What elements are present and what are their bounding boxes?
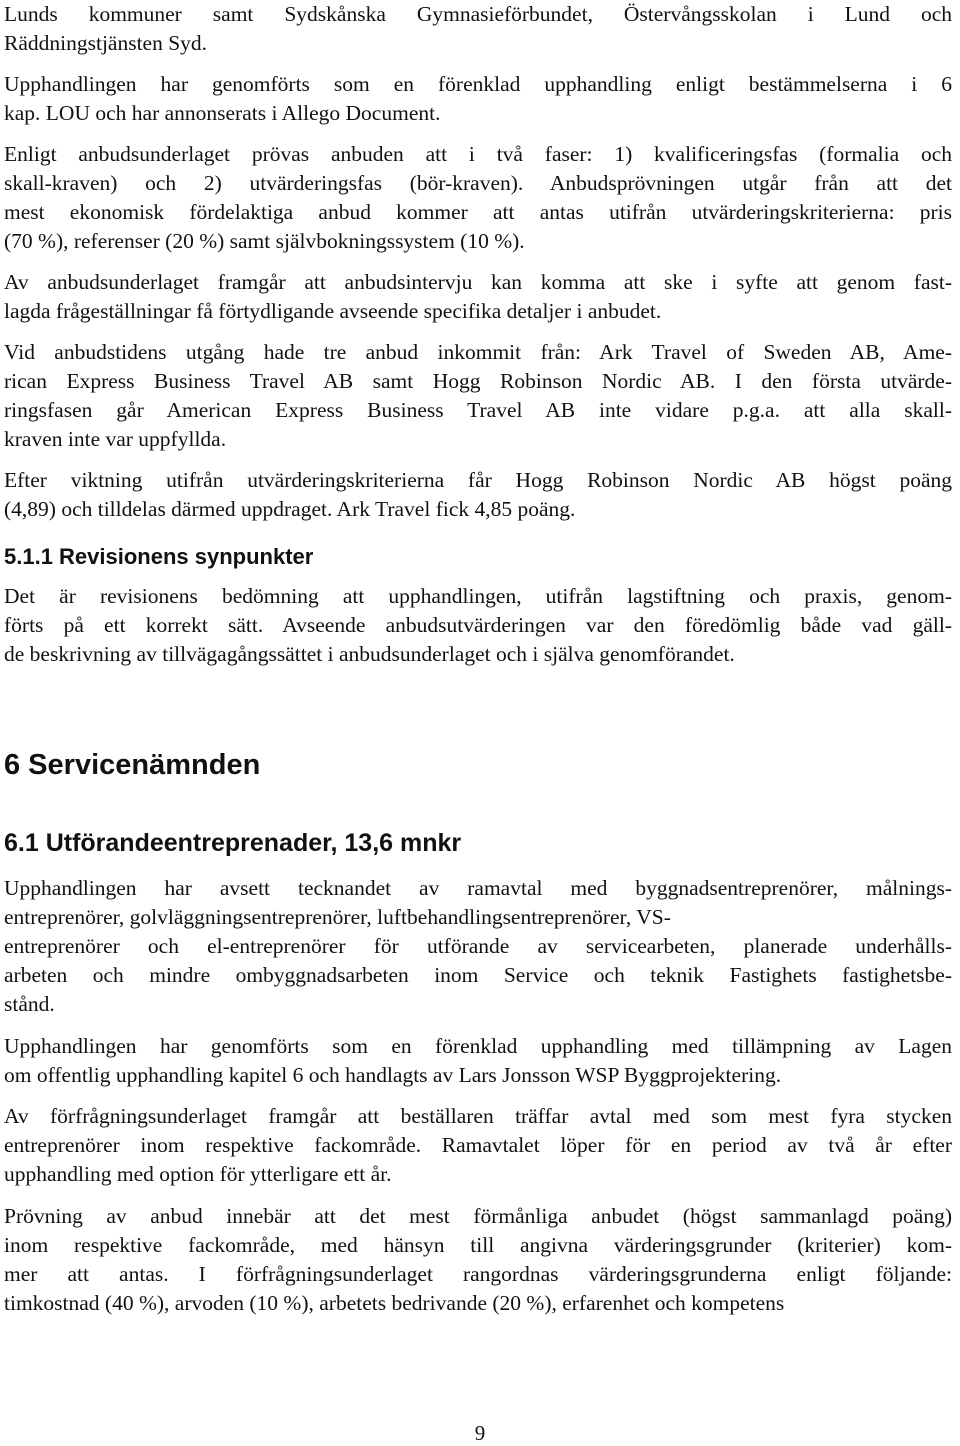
text-line: Vid anbudstidens utgång hade tre anbud inkommit från: Ark Travel of Sweden AB, Ame- xyxy=(4,340,952,364)
paragraph-interview xyxy=(4,268,952,326)
text-line: Av anbudsunderlaget framgår att anbudsintervju kan komma att ske i syfte att genom fast- xyxy=(4,270,952,294)
text-line: inom respektive fackområde, med hänsyn till angivna värderingsgrunder (kriterier) kom- xyxy=(4,1233,952,1257)
text-line: Räddningstjänsten Syd. xyxy=(4,31,208,55)
text-line: Lunds kommuner samt Sydskånska Gymnasieförbundet, Östervångsskolan i Lund och xyxy=(4,2,952,26)
section-heading-6-1: 6.1 Utförandeentreprenader, 13,6 mnkr xyxy=(4,829,462,857)
text-line: arbeten och mindre ombyggnadsarbeten inom Service och teknik Fastighets fastighetsbe- xyxy=(4,963,952,987)
text-line: Upphandlingen har avsett tecknandet av ramavtal med byggnadsentreprenörer, målnings- xyxy=(4,876,952,900)
text-line: kap. LOU och har annonserats i Allego Document. xyxy=(4,101,441,125)
text-line: kraven inte var uppfyllda. xyxy=(4,427,227,451)
paragraph-bids-received xyxy=(4,338,952,454)
text-line: förts på ett korrekt sätt. Avseende anbudsutvärderingen var den föredömlig både vad gäll- xyxy=(4,613,952,637)
section-heading-5-1-1: 5.1.1 Revisionens synpunkter xyxy=(4,544,314,569)
paragraph-municipalities xyxy=(4,0,952,58)
text-line: Av förfrågningsunderlaget framgår att beställaren träffar avtal med som mest fyra stycken xyxy=(4,1104,952,1128)
paragraph-simplified-procurement xyxy=(4,1032,952,1090)
text-line: Enligt anbudsunderlaget prövas anbuden att i två faser: 1) kvalificeringsfas (formalia och xyxy=(4,142,952,166)
text-line: mest ekonomisk fördelaktiga anbud kommer att antas utifrån utvärderingskriterierna: pris xyxy=(4,200,952,224)
paragraph-procurement-type xyxy=(4,70,952,128)
paragraph-weighting-result xyxy=(4,466,952,524)
text-line: upphandling med option för ytterligare ett år. xyxy=(4,1162,392,1186)
text-line: rican Express Business Travel AB samt Hogg Robinson Nordic AB. I den första utvärde- xyxy=(4,369,952,393)
page-number: 9 xyxy=(474,1421,486,1445)
text-line: Upphandlingen har genomförts som en förenklad upphandling med tillämpning av Lagen xyxy=(4,1034,952,1058)
text-line: entreprenörer inom respektive fackområde. Ramavtalet löper för en period av två år efter xyxy=(4,1133,952,1157)
text-line: lagda frågeställningar få förtydligande avseende specifika detaljer i anbudet. xyxy=(4,299,662,323)
paragraph-bid-evaluation xyxy=(4,1202,952,1318)
text-line: Upphandlingen har genomförts som en förenklad upphandling enligt bestämmelserna i 6 xyxy=(4,72,952,96)
text-line: (4,89) och tilldelas därmed uppdraget. Ark Travel fick 4,85 poäng. xyxy=(4,497,576,521)
text-line: om offentlig upphandling kapitel 6 och handlagts av Lars Jonsson WSP Byggprojektering. xyxy=(4,1063,782,1087)
text-line: skall-kraven) och 2) utvärderingsfas (bör-kraven). Anbudsprövningen utgår från att det xyxy=(4,171,952,195)
text-line: entreprenörer, golvläggningsentreprenörer, luftbehandlingsentreprenörer, VS- xyxy=(4,905,671,929)
paragraph-contract-terms xyxy=(4,1102,952,1189)
text-line: timkostnad (40 %), arvoden (10 %), arbetets bedrivande (20 %), erfarenhet och kompetens xyxy=(4,1291,785,1315)
text-line: stånd. xyxy=(4,992,55,1016)
text-line: de beskrivning av tillvägagångssättet i anbudsunderlaget och i själva genomförandet. xyxy=(4,642,735,666)
text-line: Prövning av anbud innebär att det mest förmånliga anbudet (högst sammanlagd poäng) xyxy=(4,1204,952,1228)
text-line: Efter viktning utifrån utvärderingskriterierna får Hogg Robinson Nordic AB högst poäng xyxy=(4,468,952,492)
text-line: Det är revisionens bedömning att upphandlingen, utifrån lagstiftning och praxis, genom- xyxy=(4,584,952,608)
text-line: entreprenörer och el-entreprenörer för utförande av servicearbeten, planerade underhålls- xyxy=(4,934,952,958)
paragraph-evaluation-phases xyxy=(4,140,952,256)
chapter-heading-6: 6 Servicenämnden xyxy=(4,749,261,781)
text-line: mer att antas. I förfrågningsunderlaget rangordnas värderingsgrunderna enligt följande: xyxy=(4,1262,952,1286)
paragraph-revision-opinion xyxy=(4,582,952,669)
text-line: ringsfasen går American Express Business Travel AB inte vidare p.g.a. att alla skall- xyxy=(4,398,952,422)
paragraph-framework-agreements xyxy=(4,874,952,1019)
text-line: (70 %), referenser (20 %) samt självbokningssystem (10 %). xyxy=(4,229,525,253)
